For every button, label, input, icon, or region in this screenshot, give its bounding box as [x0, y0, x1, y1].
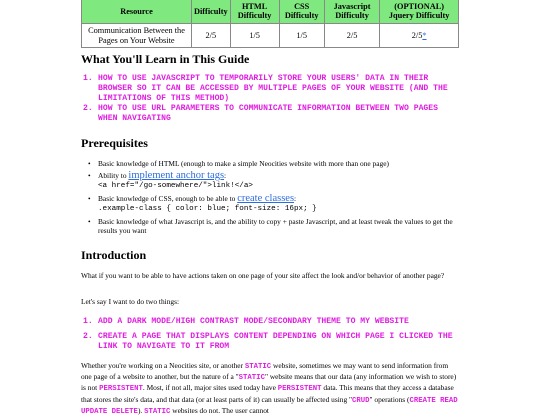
- article: [81, 0, 459, 416]
- intro-paragraph-2: Let's say I want to do two things:: [81, 297, 180, 306]
- cell-jquery: [380, 24, 459, 48]
- class-code-sample: .example-class { color: blue; font-size: 16px; }: [98, 205, 317, 213]
- header-resource: Resource: [82, 0, 192, 24]
- header-javascript-difficulty: Javascript Difficulty: [324, 0, 379, 24]
- prereq-heading: Prerequisites: [81, 136, 148, 150]
- cell-resource: Communication Between the Pages on Your Website: [82, 24, 192, 48]
- jquery-footnote-link[interactable]: *: [422, 30, 427, 40]
- cell-javascript: 2/5: [324, 24, 379, 48]
- list-item: 1. ADD A DARK MODE/HIGH CONTRAST MODE/SECONDARY THEME TO MY WEBSITE: [83, 317, 409, 326]
- intro-list: [81, 317, 459, 352]
- jquery-difficulty-value: 2/5: [411, 30, 423, 40]
- header-jquery-difficulty: (OPTIONAL) Jquery Difficulty: [380, 0, 459, 24]
- cell-difficulty: 2/5: [192, 24, 231, 48]
- learn-heading: What You'll Learn in This Guide: [81, 52, 250, 66]
- difficulty-table: [81, 0, 459, 48]
- table-row: [82, 24, 459, 48]
- list-item: 2. HOW TO USE URL PARAMETERS TO COMMUNICATE INFORMATION BETWEEN TWO PAGES WHEN NAVIGATING: [83, 104, 438, 123]
- anchor-code-sample: <a href="/go-somewhere/">link!</a>: [98, 182, 253, 190]
- list-item: • Basic knowledge of what Javascript is, and the ability to copy + paste Javascript, and at least tweak the values to get the results you want: [81, 217, 459, 235]
- list-item: • Ability to implement anchor tags: <a href="/go-somewhere/">link!</a>: [81, 171, 459, 191]
- header-html-difficulty: HTML Difficulty: [230, 0, 279, 24]
- intro-paragraph-1: What if you want to be able to have actions taken on one page of your site affect the look and/or behavior of another page?: [81, 271, 445, 280]
- cell-html: 1/5: [230, 24, 279, 48]
- list-item: 2. CREATE A PAGE THAT DISPLAYS CONTENT DEPENDING ON WHICH PAGE I CLICKED THE LINK TO NAVIGATE TO IT FROM: [83, 332, 453, 351]
- intro-heading: Introduction: [81, 248, 147, 262]
- intro-paragraph-3: Whether you're working on a Neocities site, or another STATIC website, sometimes we may want to send information from one page of a website to another, but the nature of a "STATIC" website means that our data (any information we wish to store) is not PERSISTENT. Most, if not all, major sites used today have PERSISTENT data. This means that they access a database that stores the site's data, and that data (or at least parts of it) can usually be affected using "CRUD" operations (CREATE READ UPDATE DELETE). STATIC websites do not. The user cannot: [81, 361, 458, 416]
- prereq-list: [81, 159, 459, 238]
- header-css-difficulty: CSS Difficulty: [279, 0, 324, 24]
- implement-anchor-tags-link[interactable]: implement anchor tags: [128, 170, 225, 181]
- table-header-row: [82, 0, 459, 24]
- learn-list: [81, 74, 459, 124]
- header-difficulty: Difficulty: [192, 0, 231, 24]
- cell-css: 1/5: [279, 24, 324, 48]
- list-item: 1. HOW TO USE JAVASCRIPT TO TEMPORARILY STORE YOUR USERS' DATA IN THEIR BROWSER SO IT CAN BE ACCESSED BY MULTIPLE PAGES OF YOUR WEBSITE (AND THE LIMITATIONS OF THIS METHOD): [83, 74, 448, 103]
- list-item: • Basic knowledge of HTML (enough to make a simple Neocities website with more than one page): [81, 159, 459, 168]
- create-classes-link[interactable]: create classes: [237, 193, 295, 204]
- list-item: • Basic knowledge of CSS, enough to be able to create classes: .example-class { color: blue; font-size: 16px; }: [81, 194, 459, 214]
